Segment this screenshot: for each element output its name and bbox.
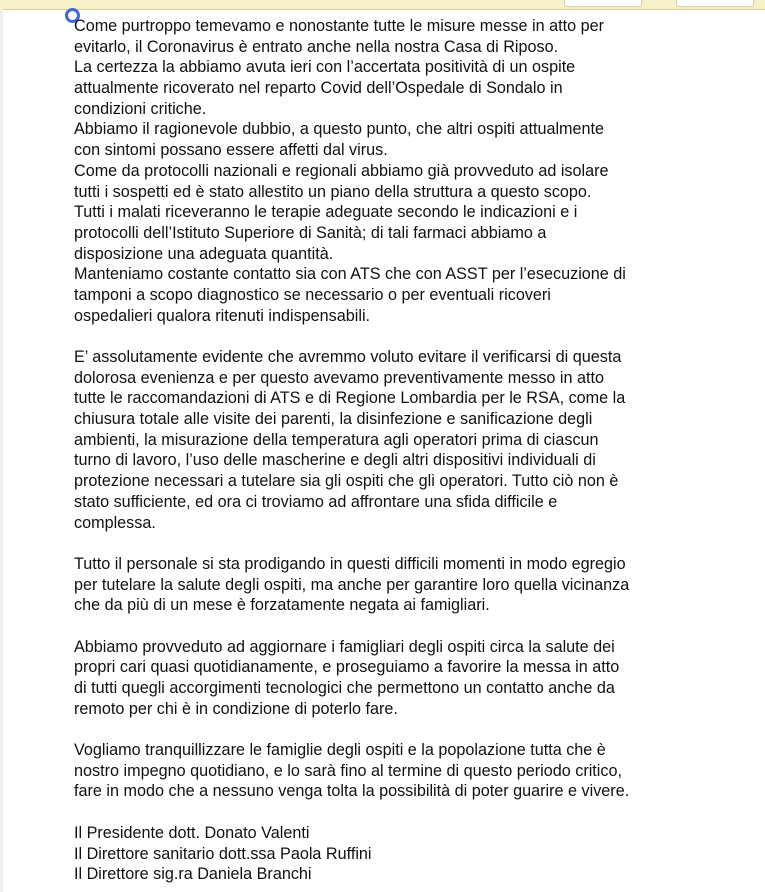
document-paragraph [74,554,754,616]
document-text-line: Come purtroppo temevamo e nonostante tutte le misure messe in atto per [74,17,604,35]
document-text-line: evitarlo, il Coronavirus è entrato anche nella nostra Casa di Riposo. [74,37,559,56]
document-text-line: fare in modo che a nessuno venga tolta la possibilità di poter guarire e vivere. [74,782,630,801]
toolbar-tab-left[interactable] [564,0,642,7]
document-text-line: propri cari quasi quotidianamente, e proseguiamo a favorire la messa in atto [74,658,620,677]
paragraph-spacer [74,533,754,554]
document-text-line: Il Direttore sig.ra Daniela Branchi [74,865,312,884]
document-text-line: E’ assolutamente evidente che avremmo voluto evitare il verificarsi di questa [74,348,622,366]
document-paragraph [74,740,754,802]
paragraph-spacer [74,802,754,823]
document-text-line: disposizione una adeguata quantità. [74,244,334,263]
document-text-line: Abbiamo il ragionevole dubbio, a questo punto, che altri ospiti attualmente [74,120,605,139]
document-text-line: Il Direttore sanitario dott.ssa Paola Ruffini [74,844,372,863]
document-paragraph [74,823,754,885]
document-body [74,16,754,885]
document-text-line: tamponi a scopo diagnostico se necessario o per eventuali ricoveri [74,285,551,304]
document-text-line: Il Presidente dott. Donato Valenti [74,823,310,842]
document-text-line: attualmente ricoverato nel reparto Covid dell’Ospedale di Sondalo in [74,79,563,98]
document-text-line: nostro impegno quotidiano, e lo sarà fino al termine di questo periodo critico, [74,761,622,780]
toolbar-tab-right[interactable] [676,0,754,7]
document-paragraph [74,637,754,720]
document-text-line: La certezza la abbiamo avuta ieri con l’accertata positività di un ospite [74,58,576,77]
document-text-line: tutte le raccomandazioni di ATS e di Regione Lombardia per le RSA, come la [74,389,626,408]
document-text-line: tutti i sospetti ed è stato allestito un piano della struttura a questo scopo. [74,182,592,201]
document-paragraph [74,16,754,326]
paragraph-spacer [74,616,754,637]
top-toolbar-strip [0,0,765,10]
document-text-line: Tutto il personale si sta prodigando in questi difficili momenti in modo egregio [74,554,626,573]
document-text-line: stato sufficiente, ed ora ci troviamo ad affrontare una sfida difficile e [74,492,558,511]
document-text-line: complessa. [74,513,156,532]
document-text-line: dolorosa evenienza e per questo avevamo preventivamente messo in atto [74,368,605,387]
document-text-line: per tutelare la salute degli ospiti, ma anche per garantire loro quella vicinanza [74,575,630,594]
document-text-line: ambienti, la misurazione della temperatura agli operatori prima di ciascun [74,430,599,449]
document-paragraph [74,347,754,533]
document-text-line: remoto per chi è in condizione di poterlo fare. [74,699,398,718]
document-text-line: Manteniamo costante contatto sia con ATS che con ASST per l’esecuzione di [74,265,626,284]
document-text-line: protocolli dell’Istituto Superiore di Sanità; di tali farmaci abbiamo a [74,223,547,242]
document-text-line: condizioni critiche. [74,99,207,118]
document-text-line: protezione necessari a tutelare sia gli ospiti che gli operatori. Tutto ciò non è [74,472,619,491]
document-text-line: Tutti i malati riceveranno le terapie adeguate secondo le indicazioni e i [74,203,578,222]
paragraph-spacer [74,326,754,347]
document-text-line: turno di lavoro, l’uso delle mascherine e degli altri dispositivi individuali di [74,451,596,470]
document-text-line: Vogliamo tranquillizzare le famiglie degli ospiti e la popolazione tutta che è [74,741,606,760]
paragraph-spacer [74,719,754,740]
document-text-line: con sintomi possano essere affetti dal virus. [74,141,388,160]
document-text-line: di tutti quegli accorgimenti tecnologici che permettono un contatto anche da [74,679,615,697]
document-text-line: che da più di un mese è forzatamente negata ai famigliari. [74,596,490,615]
document-text-line: ospedalieri qualora ritenuti indispensabili. [74,306,371,325]
document-text-line: Abbiamo provveduto ad aggiornare i famigliari degli ospiti circa la salute dei [74,637,615,656]
left-edge-rule [0,9,3,892]
document-text-line: chiusura totale alle visite dei parenti, la disinfezione e sanificazione degli [74,410,593,429]
document-text-line: Come da protocolli nazionali e regionali abbiamo già provveduto ad isolare [74,161,609,180]
